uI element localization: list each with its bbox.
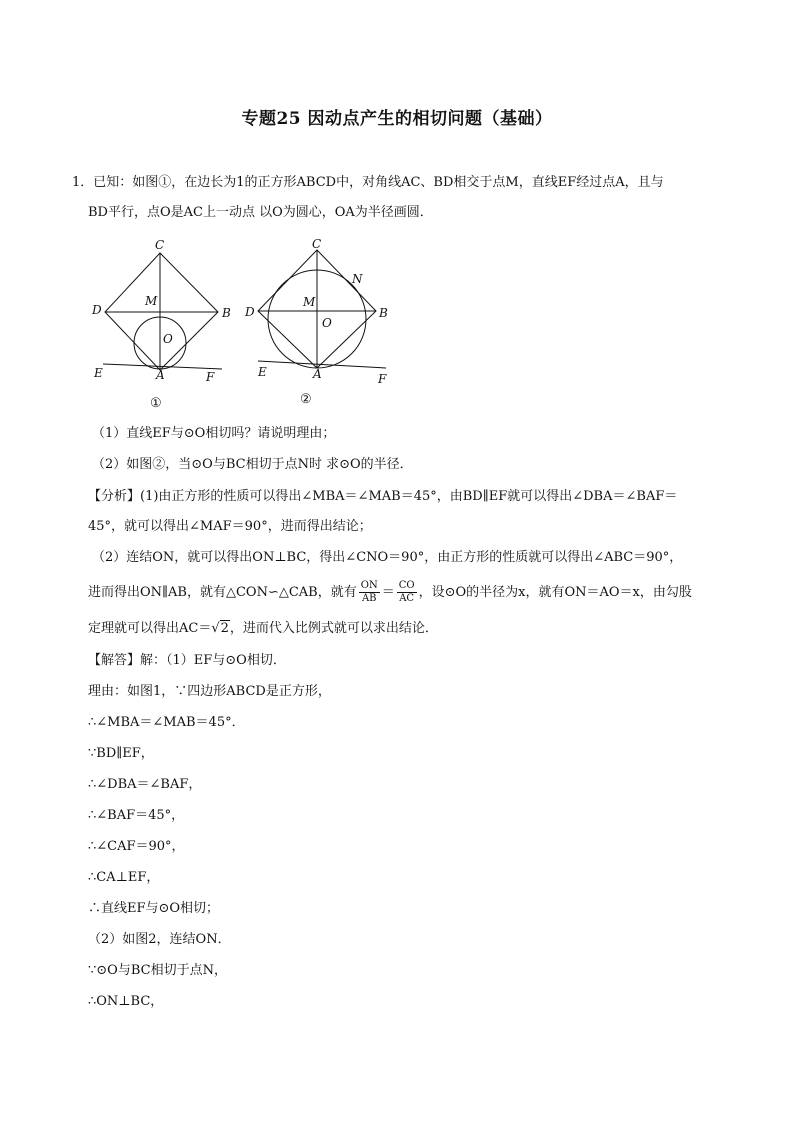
question-2: （2）如图②，当⊙O与BC相切于点N时 求⊙O的半径．: [92, 457, 413, 472]
solution-line: ∴CA⊥EF，: [88, 870, 160, 885]
problem-text-line1: 1．已知：如图①，在边长为1的正方形ABCD中，对角线AC、BD相交于点M，直线EF经过点A，且与: [72, 175, 664, 190]
solution-line: （2）如图2，连结ON．: [88, 932, 231, 947]
fraction-numerator: CO: [398, 580, 415, 591]
equals-sign: ＝: [381, 585, 395, 600]
solution-line: ∴∠CAF＝90°，: [88, 839, 185, 854]
analysis-line2: 45°，就可以得出∠MAF＝90°，进而得出结论；: [88, 519, 372, 534]
fraction-denominator: AB: [361, 593, 377, 604]
label-f-fig1: F: [206, 370, 215, 384]
label-o-fig2: O: [322, 316, 332, 330]
sqrt-radicand: 2: [220, 621, 229, 636]
figure-caption-2: ②: [300, 392, 312, 407]
label-m-fig2: M: [303, 295, 316, 309]
analysis-line3: （2）连结ON，就可以得出ON⊥BC，得出∠CNO＝90°，由正方形的性质就可以得出∠ABC＝90°，: [92, 550, 683, 565]
label-e-fig1: E: [94, 366, 103, 380]
analysis-line4: [88, 580, 728, 605]
analysis-line4-part1: 进而得出ON∥AB，就有△CON∽△CAB，就有: [88, 585, 357, 600]
label-m-fig1: M: [145, 294, 158, 308]
solution-line: ∴∠DBA＝∠BAF，: [88, 777, 202, 792]
analysis-line5-part2: ，进而代入比例式就可以求出结论．: [229, 621, 438, 636]
label-b-fig2: B: [379, 306, 388, 320]
solution-line: ∴∠BAF＝45°，: [88, 808, 185, 823]
solution-line: ∵⊙O与BC相切于点N，: [88, 963, 227, 978]
label-b-fig1: B: [222, 306, 231, 320]
line-ef-fig2: [258, 361, 386, 368]
page-title: 专题25 因动点产生的相切问题（基础）: [241, 109, 553, 129]
label-e-fig2: E: [258, 365, 267, 379]
sqrt-expression: √2: [211, 621, 229, 636]
solution-line: ∴直线EF与⊙O相切；: [88, 901, 220, 916]
problem-text-line2: BD平行，点O是AC上一动点 以O为圆心，OA为半径画圆．: [88, 205, 433, 220]
analysis-line4-part2: ，设⊙O的半径为x，就有ON＝AO＝x，由勾股: [418, 585, 692, 600]
analysis-line5: [88, 620, 728, 638]
question-1: （1）直线EF与⊙O相切吗？请说明理由；: [92, 426, 336, 441]
fraction-numerator: ON: [360, 580, 378, 591]
label-d-fig1: D: [92, 303, 102, 317]
analysis-line5-part1: 定理就可以得出AC＝: [88, 621, 212, 636]
solution-line: ∴∠MBA＝∠MAB＝45°．: [88, 715, 245, 730]
solution-line: ∵BD∥EF，: [88, 746, 154, 761]
solution-line: ∴ON⊥BC，: [88, 994, 164, 1009]
label-c-fig1: C: [155, 238, 165, 252]
solution-line: 理由：如图1，∵四边形ABCD是正方形，: [88, 684, 331, 699]
label-o-fig1: O: [163, 332, 173, 346]
fraction-co-ac: [397, 580, 417, 605]
fraction-denominator: AC: [399, 593, 415, 604]
label-c-fig2: C: [312, 237, 322, 251]
analysis-line1: 【分析】(1)由正方形的性质可以得出∠MBA＝∠MAB＝45°，由BD∥EF就可以得出∠DBA＝∠BAF＝: [88, 489, 678, 504]
solution-line: 【解答】解：（1）EF与⊙O相切．: [88, 653, 286, 668]
label-n-fig2: N: [352, 272, 363, 286]
fraction-on-ab: [359, 580, 380, 605]
label-f-fig2: F: [378, 372, 387, 386]
figure-caption-1: ①: [150, 396, 162, 411]
label-a-fig2: A: [313, 367, 322, 381]
label-d-fig2: D: [245, 305, 255, 319]
geometry-figures: [0, 235, 794, 435]
label-a-fig1: A: [156, 368, 165, 382]
